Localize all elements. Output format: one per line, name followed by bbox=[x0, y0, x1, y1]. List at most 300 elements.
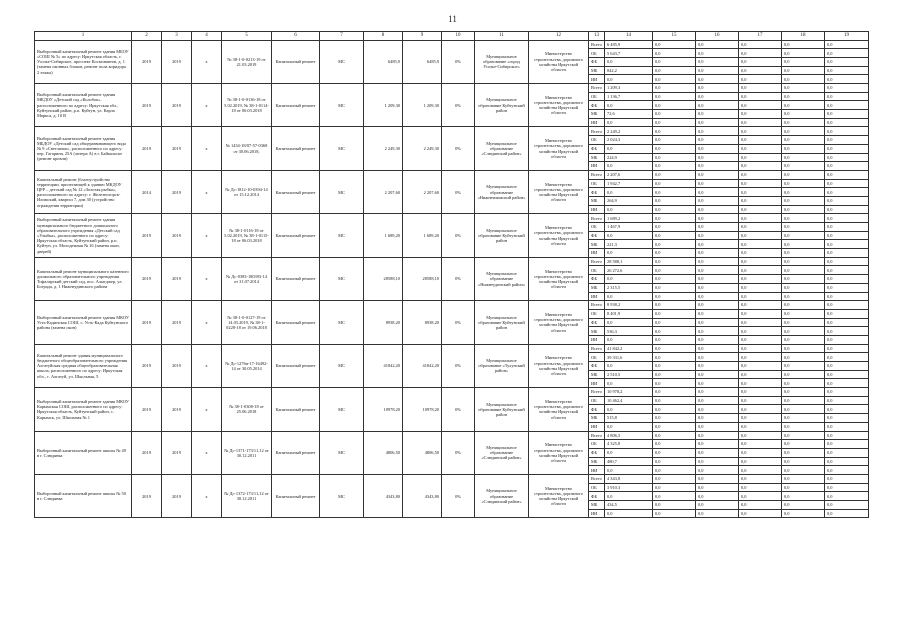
funding-value: 0,0 bbox=[782, 431, 825, 440]
funding-value: 0,0 bbox=[696, 110, 739, 119]
funding-value: 0,0 bbox=[653, 457, 696, 466]
funding-source-label: Всего bbox=[589, 40, 605, 49]
funding-value: 0,0 bbox=[782, 457, 825, 466]
mark-cell: х bbox=[192, 214, 222, 257]
funding-value: 0,0 bbox=[739, 422, 782, 431]
funding-source-label: Всего bbox=[589, 344, 605, 353]
funding-value: 0,0 bbox=[782, 483, 825, 492]
funding-value: 0,0 bbox=[782, 92, 825, 101]
funding-value: 0,0 bbox=[739, 405, 782, 414]
funding-source-label: ФБ bbox=[589, 188, 605, 197]
funding-value: 0,0 bbox=[653, 483, 696, 492]
funding-value: 0,0 bbox=[653, 101, 696, 110]
funding-value: 0,0 bbox=[653, 353, 696, 362]
remaining-cost: 2 249,30 bbox=[403, 127, 442, 170]
estimated-cost: 2 207,60 bbox=[364, 170, 403, 213]
funding-value: 0,0 bbox=[739, 153, 782, 162]
readiness-percent: 0% bbox=[442, 170, 475, 213]
mark-cell: х bbox=[192, 431, 222, 474]
funding-value: 0,0 bbox=[739, 57, 782, 66]
funding-value: 0,0 bbox=[739, 110, 782, 119]
funding-source-label: МБ bbox=[589, 110, 605, 119]
table-row bbox=[35, 474, 869, 483]
estimated-cost: 1 689,20 bbox=[364, 214, 403, 257]
readiness-percent: 0% bbox=[442, 388, 475, 431]
remaining-cost: 6485,9 bbox=[403, 40, 442, 83]
funding-value: 264,9 bbox=[605, 196, 653, 205]
work-type: Капитальный ремонт bbox=[272, 127, 320, 170]
funding-value: 0,0 bbox=[782, 396, 825, 405]
funding-source-label: МБ bbox=[589, 153, 605, 162]
column-number: 14 bbox=[605, 32, 653, 41]
estimated-cost: 1 209,30 bbox=[364, 84, 403, 127]
funding-value: 0,0 bbox=[782, 231, 825, 240]
start-year: 2014 bbox=[132, 170, 162, 213]
funding-source-label: ИИ bbox=[589, 75, 605, 84]
funding-value: 0,0 bbox=[739, 118, 782, 127]
funding-value: 0,0 bbox=[653, 396, 696, 405]
funding-value: 0,0 bbox=[653, 422, 696, 431]
funding-value: 0,0 bbox=[739, 492, 782, 501]
funding-source-label: ФБ bbox=[589, 362, 605, 371]
funding-source-label: ИИ bbox=[589, 335, 605, 344]
funding-value: 0,0 bbox=[782, 318, 825, 327]
funding-value: 1 942,7 bbox=[605, 179, 653, 188]
funding-source-label: ФБ bbox=[589, 101, 605, 110]
funding-value: 0,0 bbox=[782, 170, 825, 179]
unit-cell: МС bbox=[320, 388, 364, 431]
funding-value: 0,0 bbox=[739, 275, 782, 284]
object-description: Выборочный капитальный ремонт школы № 49 в г. Слюдянка bbox=[35, 431, 132, 474]
funding-source-label: МБ bbox=[589, 283, 605, 292]
estimated-cost: 28588,10 bbox=[364, 257, 403, 300]
responsible-ministry: Министерство строительства, дорожного хозяйства Иркутской области bbox=[529, 170, 589, 213]
funding-value: 0,0 bbox=[696, 231, 739, 240]
funding-value: 434,5 bbox=[605, 501, 653, 510]
estimated-cost: 8938,20 bbox=[364, 301, 403, 344]
funding-value: 0,0 bbox=[696, 370, 739, 379]
work-type: Капитальный ремонт bbox=[272, 214, 320, 257]
funding-value: 0,0 bbox=[782, 266, 825, 275]
funding-source-label: Всего bbox=[589, 474, 605, 483]
funding-value: 0,0 bbox=[825, 214, 869, 223]
funding-value: 0,0 bbox=[825, 66, 869, 75]
funding-value: 0,0 bbox=[825, 309, 869, 318]
funding-source-label: ОБ bbox=[589, 483, 605, 492]
funding-value: 0,0 bbox=[825, 405, 869, 414]
funding-value: 224,9 bbox=[605, 153, 653, 162]
funding-value: 0,0 bbox=[782, 249, 825, 258]
funding-value: 0,0 bbox=[782, 153, 825, 162]
funding-source-label: МБ bbox=[589, 327, 605, 336]
funding-value: 0,0 bbox=[696, 49, 739, 58]
funding-value: 0,0 bbox=[825, 231, 869, 240]
funding-source-label: МБ bbox=[589, 370, 605, 379]
funding-value: 0,0 bbox=[782, 466, 825, 475]
end-year: 2019 bbox=[162, 257, 192, 300]
funding-value: 0,0 bbox=[825, 509, 869, 518]
funding-source-label: Всего bbox=[589, 301, 605, 310]
funding-value: 0,0 bbox=[696, 188, 739, 197]
table-row bbox=[35, 170, 869, 179]
funding-value: 0,0 bbox=[825, 318, 869, 327]
funding-value: 0,0 bbox=[696, 405, 739, 414]
funding-source-label: ИИ bbox=[589, 249, 605, 258]
funding-value: 0,0 bbox=[782, 75, 825, 84]
funding-value: 0,0 bbox=[696, 153, 739, 162]
funding-value: 0,0 bbox=[739, 66, 782, 75]
funding-value: 0,0 bbox=[739, 509, 782, 518]
funding-source-label: ОБ bbox=[589, 92, 605, 101]
expertise-document: № Дс-1812-10-0394-14 от 15.12.2014 bbox=[222, 170, 272, 213]
table-row bbox=[35, 214, 869, 223]
funding-value: 0,0 bbox=[739, 231, 782, 240]
funding-value: 0,0 bbox=[739, 196, 782, 205]
column-number: 2 bbox=[132, 32, 162, 41]
funding-value: 0,0 bbox=[696, 492, 739, 501]
funding-value: 0,0 bbox=[825, 362, 869, 371]
municipality: Муниципальное образование Куйтунский район bbox=[475, 388, 529, 431]
funding-value: 0,0 bbox=[739, 214, 782, 223]
start-year: 2019 bbox=[132, 474, 162, 517]
funding-value: 0,0 bbox=[739, 75, 782, 84]
start-year: 2019 bbox=[132, 214, 162, 257]
expertise-document: № Дс-1276н-17-16492-14 от 30.05.2014 bbox=[222, 344, 272, 387]
funding-value: 0,0 bbox=[825, 92, 869, 101]
funding-value: 0,0 bbox=[653, 75, 696, 84]
expertise-document: № Дс-1371-173/11,12 от 30.12.2011 bbox=[222, 431, 272, 474]
readiness-percent: 0% bbox=[442, 344, 475, 387]
end-year: 2019 bbox=[162, 388, 192, 431]
funding-value: 0,0 bbox=[825, 414, 869, 423]
end-year: 2019 bbox=[162, 214, 192, 257]
funding-value: 0,0 bbox=[653, 370, 696, 379]
funding-value: 0,0 bbox=[825, 266, 869, 275]
object-description: Выборочный капитальный ремонт здания муниципального бюджетного дошкольного образовательного учреждения «Детский сад «Улыбка», расположенного по адресу: Иркутская область, Куйтунский район, р.п. Куйтун, ул. Молодежная № 16 (замена окон, дверей) bbox=[35, 214, 132, 257]
funding-value: 0,0 bbox=[653, 283, 696, 292]
funding-source-label: МБ bbox=[589, 457, 605, 466]
funding-value: 0,0 bbox=[825, 257, 869, 266]
funding-value: 0,0 bbox=[696, 66, 739, 75]
funding-value: 0,0 bbox=[605, 492, 653, 501]
funding-value: 0,0 bbox=[739, 396, 782, 405]
responsible-ministry: Министерство строительства, дорожного хозяйства Иркутской области bbox=[529, 127, 589, 170]
work-type: Капитальный ремонт bbox=[272, 84, 320, 127]
responsible-ministry: Министерство строительства, дорожного хозяйства Иркутской области bbox=[529, 301, 589, 344]
funding-value: 0,0 bbox=[696, 388, 739, 397]
funding-value: 0,0 bbox=[739, 188, 782, 197]
funding-value: 0,0 bbox=[696, 362, 739, 371]
funding-value: 0,0 bbox=[825, 118, 869, 127]
funding-value: 0,0 bbox=[653, 66, 696, 75]
funding-value: 0,0 bbox=[782, 292, 825, 301]
funding-value: 0,0 bbox=[653, 362, 696, 371]
column-number: 17 bbox=[739, 32, 782, 41]
funding-value: 3 910,3 bbox=[605, 483, 653, 492]
funding-value: 0,0 bbox=[696, 214, 739, 223]
funding-value: 0,0 bbox=[739, 162, 782, 171]
funding-source-label: Всего bbox=[589, 170, 605, 179]
funding-value: 0,0 bbox=[825, 205, 869, 214]
funding-source-label: Всего bbox=[589, 214, 605, 223]
funding-source-label: ИИ bbox=[589, 379, 605, 388]
estimated-cost: 6485,9 bbox=[364, 40, 403, 83]
funding-value: 0,0 bbox=[782, 188, 825, 197]
end-year: 2019 bbox=[162, 344, 192, 387]
funding-value: 0,0 bbox=[696, 440, 739, 449]
funding-value: 0,0 bbox=[782, 440, 825, 449]
column-number: 1 bbox=[35, 32, 132, 41]
funding-source-label: МБ bbox=[589, 196, 605, 205]
funding-source-label: ОБ bbox=[589, 136, 605, 145]
funding-value: 4 343,8 bbox=[605, 474, 653, 483]
funding-value: 0,0 bbox=[825, 179, 869, 188]
funding-value: 0,0 bbox=[653, 214, 696, 223]
funding-source-label: ИИ bbox=[589, 509, 605, 518]
funding-value: 0,0 bbox=[696, 501, 739, 510]
remaining-cost: 10978,20 bbox=[403, 388, 442, 431]
funding-value: 4 325,8 bbox=[605, 440, 653, 449]
funding-value: 0,0 bbox=[825, 153, 869, 162]
funding-value: 0,0 bbox=[782, 362, 825, 371]
funding-value: 0,0 bbox=[739, 136, 782, 145]
work-type: Капитальный ремонт bbox=[272, 170, 320, 213]
funding-value: 0,0 bbox=[653, 466, 696, 475]
funding-value: 0,0 bbox=[696, 136, 739, 145]
funding-value: 0,0 bbox=[605, 118, 653, 127]
funding-value: 0,0 bbox=[739, 466, 782, 475]
funding-source-label: ФБ bbox=[589, 448, 605, 457]
funding-value: 0,0 bbox=[739, 240, 782, 249]
mark-cell: х bbox=[192, 474, 222, 517]
funding-value: 1 136,7 bbox=[605, 92, 653, 101]
funding-source-label: ИИ bbox=[589, 422, 605, 431]
funding-value: 0,0 bbox=[696, 309, 739, 318]
funding-value: 0,0 bbox=[739, 309, 782, 318]
funding-value: 0,0 bbox=[782, 422, 825, 431]
expertise-document: № Дс-1372-173/11,12 от 30.12.2011 bbox=[222, 474, 272, 517]
funding-value: 1 467,9 bbox=[605, 223, 653, 232]
funding-value: 0,0 bbox=[739, 223, 782, 232]
end-year: 2019 bbox=[162, 84, 192, 127]
column-number: 7 bbox=[320, 32, 364, 41]
unit-cell: МС bbox=[320, 84, 364, 127]
column-number: 12 bbox=[529, 32, 589, 41]
responsible-ministry: Министерство строительства, дорожного хозяйства Иркутской области bbox=[529, 474, 589, 517]
funding-value: 0,0 bbox=[653, 249, 696, 258]
funding-value: 0,0 bbox=[605, 379, 653, 388]
funding-value: 0,0 bbox=[825, 40, 869, 49]
funding-source-label: ИИ bbox=[589, 118, 605, 127]
funding-value: 0,0 bbox=[653, 266, 696, 275]
funding-value: 2 024,3 bbox=[605, 136, 653, 145]
funding-value: 0,0 bbox=[825, 170, 869, 179]
funding-value: 0,0 bbox=[696, 144, 739, 153]
funding-value: 0,0 bbox=[825, 483, 869, 492]
funding-value: 0,0 bbox=[739, 353, 782, 362]
mark-cell: х bbox=[192, 344, 222, 387]
municipality: Муниципальное образование «город Усолье-Сибирское» bbox=[475, 40, 529, 83]
funding-value: 0,0 bbox=[605, 362, 653, 371]
funding-value: 0,0 bbox=[739, 127, 782, 136]
funding-value: 28 588,1 bbox=[605, 257, 653, 266]
funding-value: 0,0 bbox=[739, 170, 782, 179]
funding-value: 2 207,6 bbox=[605, 170, 653, 179]
funding-value: 0,0 bbox=[782, 205, 825, 214]
estimated-cost: 41842,20 bbox=[364, 344, 403, 387]
funding-value: 0,0 bbox=[696, 448, 739, 457]
funding-value: 0,0 bbox=[825, 283, 869, 292]
object-description: Выборочный капитальный ремонт здания МБОУ «СОШ № 5» по адресу: Иркутская область, г. Усолье-Сибирское, проспект Космонавтов, д. 1 (замена оконных блоков, ремонт пола коридора 2 этажа) bbox=[35, 40, 132, 83]
funding-value: 0,0 bbox=[653, 110, 696, 119]
funding-value: 0,0 bbox=[696, 318, 739, 327]
funding-value: 0,0 bbox=[739, 49, 782, 58]
funding-value: 0,0 bbox=[825, 501, 869, 510]
funding-value: 0,0 bbox=[782, 501, 825, 510]
end-year: 2019 bbox=[162, 127, 192, 170]
funding-value: 0,0 bbox=[782, 448, 825, 457]
funding-value: 0,0 bbox=[825, 327, 869, 336]
funding-value: 0,0 bbox=[696, 327, 739, 336]
mark-cell: х bbox=[192, 170, 222, 213]
municipality: Муниципальное образование «Слюдянский район» bbox=[475, 127, 529, 170]
start-year: 2019 bbox=[132, 127, 162, 170]
funding-value: 0,0 bbox=[696, 353, 739, 362]
funding-value: 0,0 bbox=[696, 92, 739, 101]
funding-value: 0,0 bbox=[739, 440, 782, 449]
readiness-percent: 0% bbox=[442, 431, 475, 474]
remaining-cost: 1 689,20 bbox=[403, 214, 442, 257]
start-year: 2019 bbox=[132, 431, 162, 474]
funding-value: 0,0 bbox=[605, 405, 653, 414]
expertise-document: № 1434-18/07-57-0368 от 30.06.2018, bbox=[222, 127, 272, 170]
funding-value: 0,0 bbox=[653, 405, 696, 414]
mark-cell: х bbox=[192, 301, 222, 344]
object-description: Капитальный ремонт (благоустройство территории, прилегающей к зданию МКДОУ ЦРР – детский сад № 12 «Золотая рыбка», расположенного по адресу: г. Железногорск-Илимский, квартал 7, дом 30 (устройство ограждения территории) bbox=[35, 170, 132, 213]
funding-value: 0,0 bbox=[825, 370, 869, 379]
funding-value: 0,0 bbox=[825, 223, 869, 232]
funding-value: 0,0 bbox=[653, 84, 696, 93]
readiness-percent: 0% bbox=[442, 257, 475, 300]
object-description: Выборочный капитальный ремонт здания МКДОУ «Детский сад «Колобок», расположенного по адресу: Иркутская обл., Куйтунский район, р.п. Куйтун, ул. Карла Маркса, д. 10 В bbox=[35, 84, 132, 127]
unit-cell: МС bbox=[320, 431, 364, 474]
object-description: Выборочный капитальный ремонт здания МБДОУ «Детский сад общеразвивающего вида № 9 «Светлячок», расположенного по адресу: пер. Гагарина, 25А (литера А) в г. Байкальске (ремонт кровли) bbox=[35, 127, 132, 170]
funding-value: 0,0 bbox=[739, 92, 782, 101]
end-year: 2019 bbox=[162, 431, 192, 474]
funding-value: 0,0 bbox=[605, 205, 653, 214]
municipality: Муниципальное образование Куйтунский район bbox=[475, 301, 529, 344]
funding-value: 0,0 bbox=[653, 162, 696, 171]
funding-value: 536,3 bbox=[605, 327, 653, 336]
table-row bbox=[35, 388, 869, 397]
funding-value: 0,0 bbox=[782, 301, 825, 310]
funding-value: 0,0 bbox=[696, 301, 739, 310]
funding-source-label: ФБ bbox=[589, 144, 605, 153]
funding-value: 0,0 bbox=[696, 118, 739, 127]
responsible-ministry: Министерство строительства, дорожного хозяйства Иркутской области bbox=[529, 344, 589, 387]
funding-value: 0,0 bbox=[653, 57, 696, 66]
start-year: 2019 bbox=[132, 388, 162, 431]
funding-value: 4 806,5 bbox=[605, 431, 653, 440]
funding-value: 0,0 bbox=[739, 431, 782, 440]
funding-value: 0,0 bbox=[653, 474, 696, 483]
funding-value: 0,0 bbox=[739, 283, 782, 292]
column-number-row bbox=[35, 32, 869, 41]
funding-value: 0,0 bbox=[653, 196, 696, 205]
column-number: 13 bbox=[589, 32, 605, 41]
funding-value: 0,0 bbox=[653, 344, 696, 353]
funding-value: 0,0 bbox=[782, 118, 825, 127]
municipality: Муниципальное образование «Слюдянский район» bbox=[475, 474, 529, 517]
funding-source-label: МБ bbox=[589, 66, 605, 75]
funding-value: 8 401,9 bbox=[605, 309, 653, 318]
funding-value: 0,0 bbox=[696, 75, 739, 84]
funding-value: 0,0 bbox=[696, 257, 739, 266]
funding-value: 0,0 bbox=[696, 431, 739, 440]
funding-value: 10 978,2 bbox=[605, 388, 653, 397]
expertise-document: № 38-1-0-0136-18 от 5.02.2019, № 38-1-0114-18 от 06.03.2018 bbox=[222, 84, 272, 127]
funding-value: 0,0 bbox=[653, 153, 696, 162]
funding-value: 1 689,2 bbox=[605, 214, 653, 223]
funding-source-label: ОБ bbox=[589, 396, 605, 405]
funding-value: 0,0 bbox=[605, 318, 653, 327]
funding-value: 0,0 bbox=[739, 144, 782, 153]
funding-value: 0,0 bbox=[782, 414, 825, 423]
funding-value: 0,0 bbox=[653, 257, 696, 266]
funding-value: 0,0 bbox=[653, 144, 696, 153]
funding-value: 8 938,2 bbox=[605, 301, 653, 310]
mark-cell: х bbox=[192, 40, 222, 83]
funding-source-label: ОБ bbox=[589, 266, 605, 275]
funding-value: 0,0 bbox=[653, 292, 696, 301]
funding-value: 0,0 bbox=[696, 474, 739, 483]
funding-value: 0,0 bbox=[696, 266, 739, 275]
funding-value: 0,0 bbox=[696, 196, 739, 205]
funding-value: 0,0 bbox=[782, 327, 825, 336]
funding-value: 0,0 bbox=[782, 136, 825, 145]
funding-value: 0,0 bbox=[739, 292, 782, 301]
funding-source-label: ОБ bbox=[589, 353, 605, 362]
end-year: 2019 bbox=[162, 474, 192, 517]
funding-value: 0,0 bbox=[825, 162, 869, 171]
funding-value: 0,0 bbox=[739, 179, 782, 188]
funding-value: 0,0 bbox=[653, 49, 696, 58]
funding-value: 0,0 bbox=[739, 344, 782, 353]
funding-value: 0,0 bbox=[825, 474, 869, 483]
work-type: Капитальный ремонт bbox=[272, 301, 320, 344]
object-description: Капитальный ремонт муниципального казенного дошкольного образовательного учреждения Тофаларский детский сад, пос. Алыгджер, ул. Бограда, д. 1 Нижнеудинского района bbox=[35, 257, 132, 300]
funding-value: 0,0 bbox=[653, 335, 696, 344]
funding-value: 0,0 bbox=[696, 205, 739, 214]
unit-cell: МС bbox=[320, 344, 364, 387]
funding-value: 0,0 bbox=[782, 57, 825, 66]
funding-value: 0,0 bbox=[825, 136, 869, 145]
funding-source-label: ИИ bbox=[589, 205, 605, 214]
responsible-ministry: Министерство строительства, дорожного хозяйства Иркутской области bbox=[529, 388, 589, 431]
funding-source-label: ФБ bbox=[589, 231, 605, 240]
funding-value: 0,0 bbox=[825, 440, 869, 449]
funding-value: 0,0 bbox=[696, 249, 739, 258]
funding-value: 0,0 bbox=[653, 379, 696, 388]
funding-value: 0,0 bbox=[605, 466, 653, 475]
funding-value: 0,0 bbox=[653, 440, 696, 449]
funding-value: 0,0 bbox=[782, 405, 825, 414]
table-row bbox=[35, 257, 869, 266]
unit-cell: МС bbox=[320, 214, 364, 257]
funding-value: 0,0 bbox=[653, 501, 696, 510]
funding-value: 0,0 bbox=[605, 275, 653, 284]
funding-value: 0,0 bbox=[739, 205, 782, 214]
